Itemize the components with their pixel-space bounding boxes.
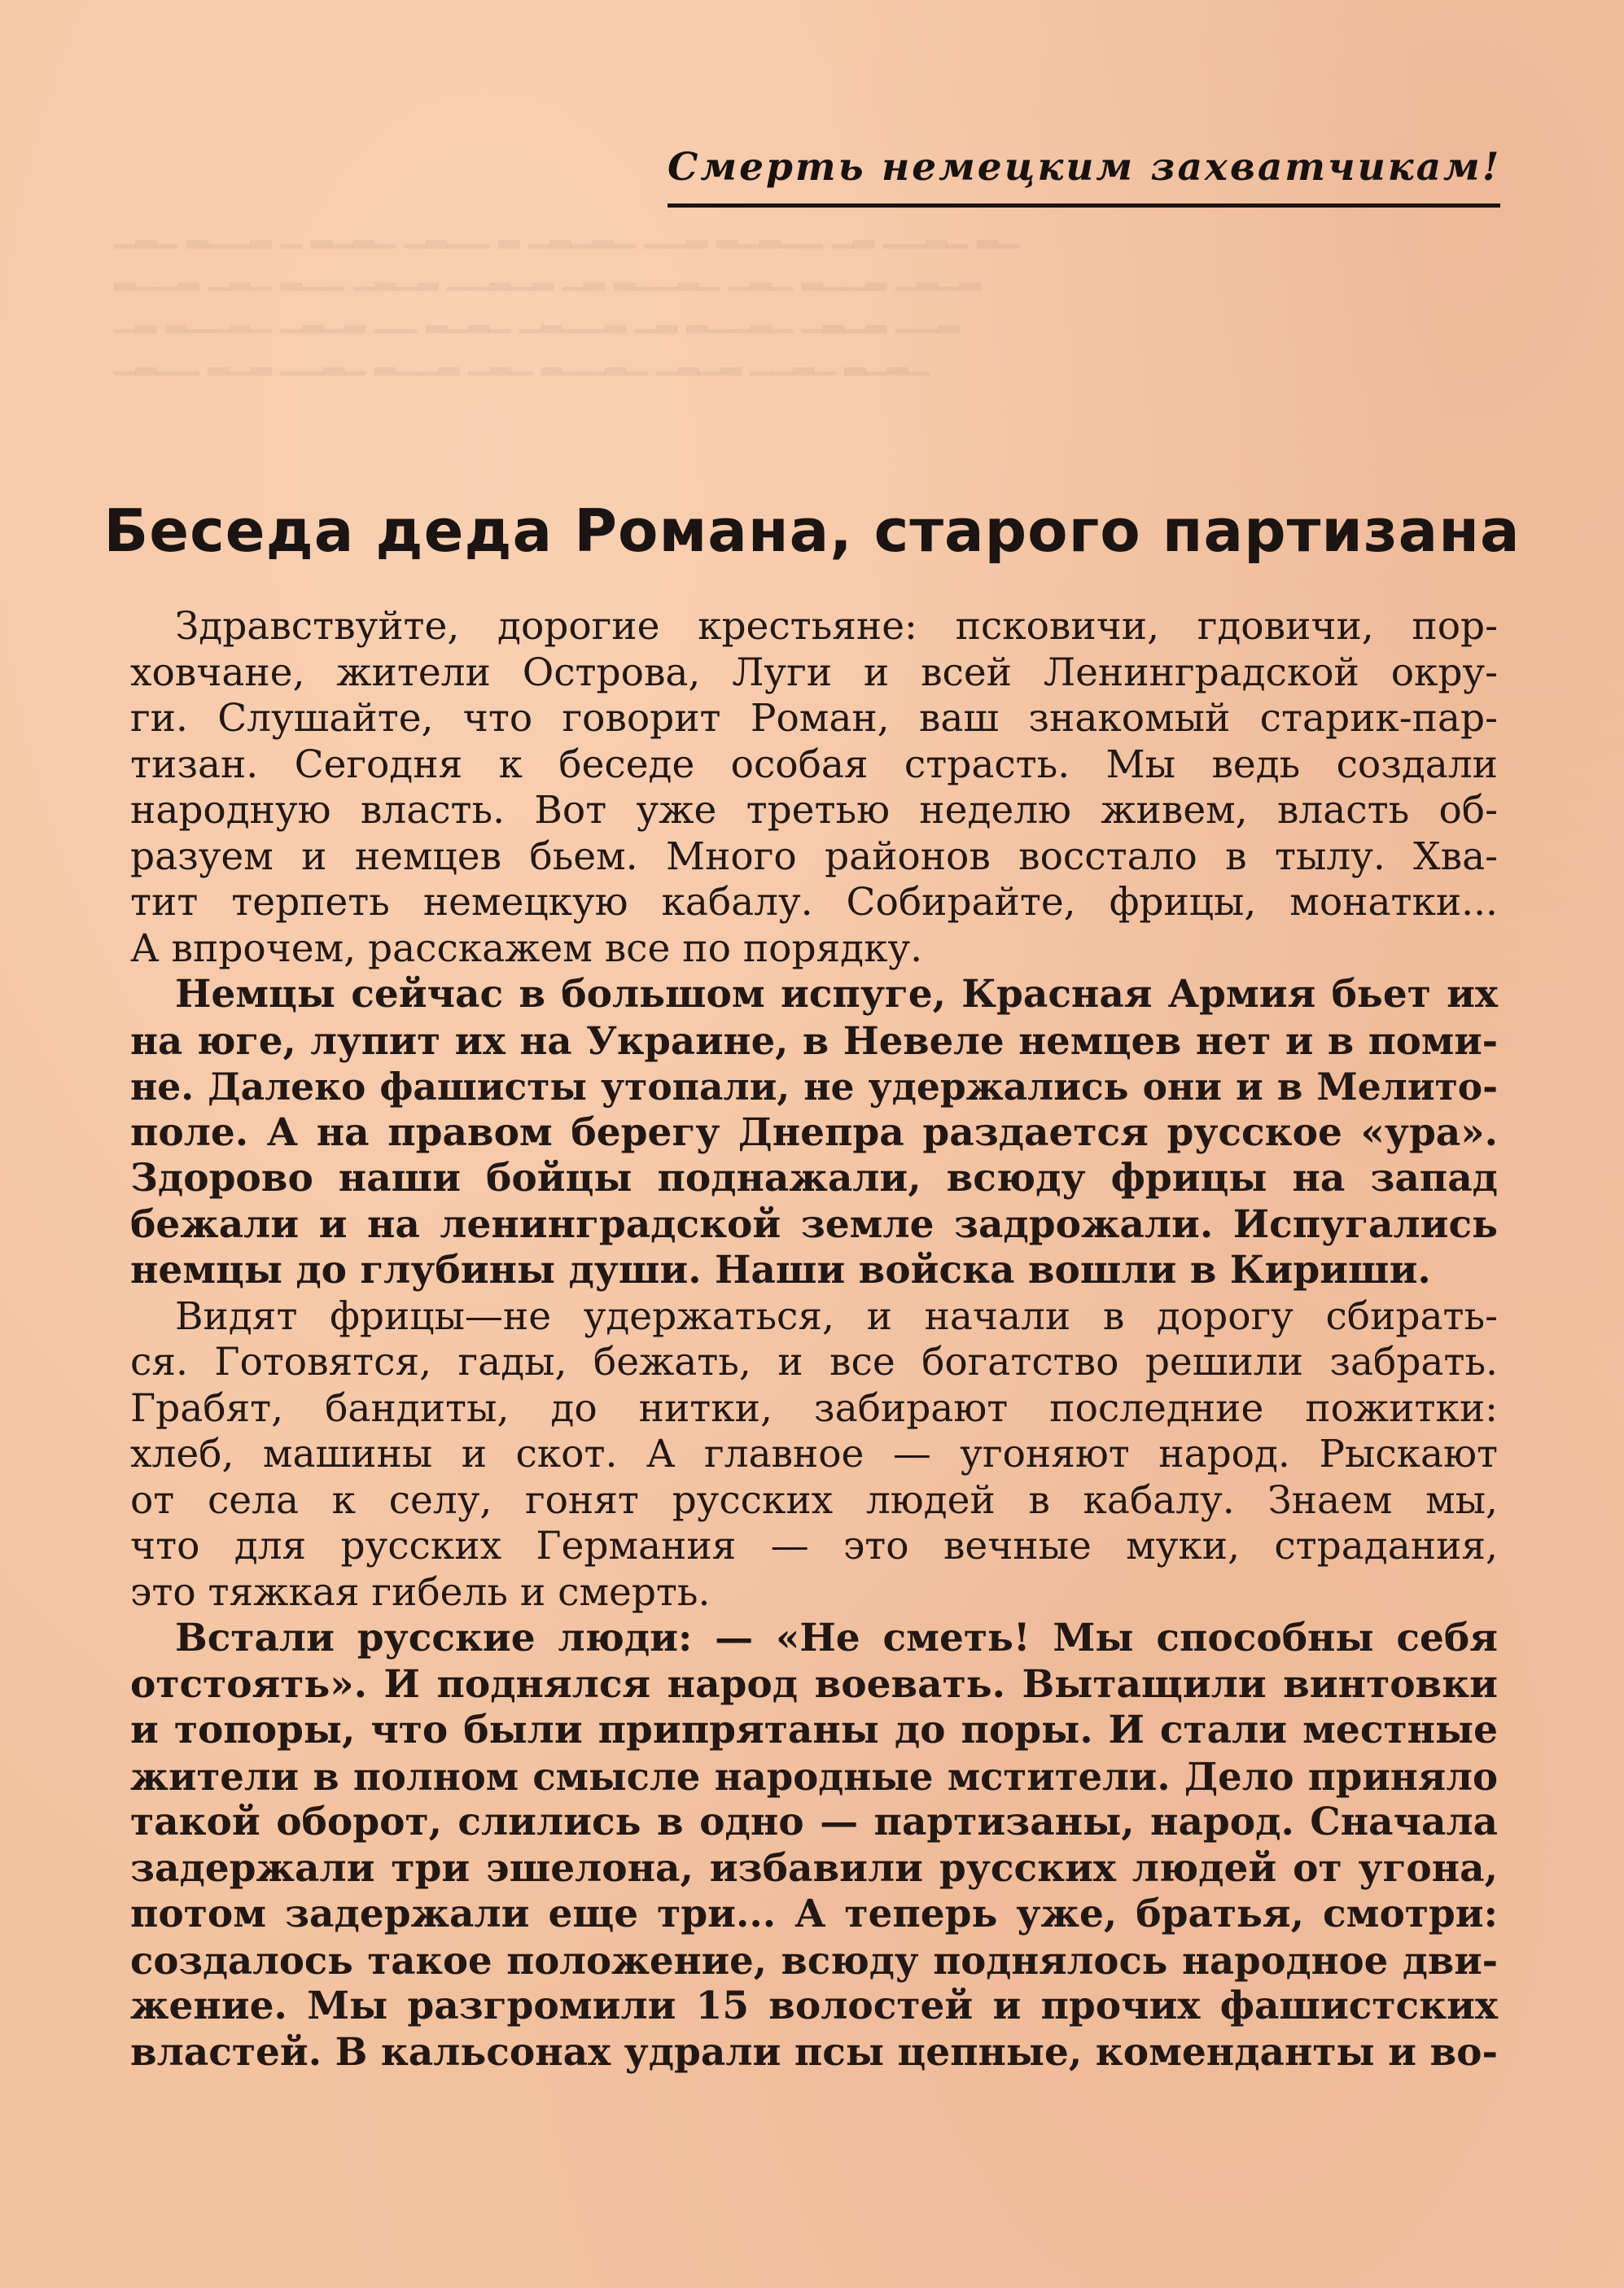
text-line: такой оборот, слились в одно — партизаны, народ. Сначала <box>130 1800 1498 1844</box>
paragraph-1 <box>130 604 1498 972</box>
slogan-header: Смерть немецким захватчикам! <box>668 145 1502 190</box>
text-line: хлеб, машины и скот. А главное — угоняют народ. Рыскают <box>130 1432 1498 1476</box>
text-line: бежали и на ленинградской земле задрожали. Испугались <box>130 1201 1498 1247</box>
text-line: Видят фрицы—не удержаться, и начали в дорогу сбирать- <box>175 1293 1498 1339</box>
bleed-through-texture: ▁▂▁ ▂▁▁▂ ▁ ▂▁▂▁ ▁▂▁▁ ▂ ▁▂▁▂▁ ▁▁▂ ▂▁▂▁▁ ▁▂ ▁▁▂▁ ▂▁ ▂▁▁▂ ▁▂▁ ▂▁▁ ▁▂▁▂ ▁▁▂▁▂ ▁▂ ▂▁▁▂▁ ▁▂▁ ▂▁▁▂ ▁▂▁▂ ▁▂ ▂▁▁▂▁ ▁▂▁▂ ▁▁ ▂▁▂▁ ▁▂▁▁▂ ▁▂ ▂▁▁▂▁ ▁▂▁▂ ▁▁▂ ▁▂▁▁ ▂▁▂ ▁▁▂▁ ▂▁▁▂ ▁▂▁ ▂▁▁▂▁ ▁▂▁▂ ▁▁▂▁ ▂▁▂▁ <box>114 217 1020 376</box>
text-line: жители в полном смысле народные мстители. Дело приняло <box>130 1753 1498 1799</box>
text-line: ги. Слушайте, что говорит Роман, ваш знакомый старик-пар- <box>130 696 1498 741</box>
text-line: Грабят, бандиты, до нитки, забирают последние пожитки: <box>130 1385 1498 1431</box>
text-line: тит терпеть немецкую кабалу. Собирайте, фрицы, монатки... <box>130 880 1498 925</box>
text-line: не. Далеко фашисты утопали, не удержались они и в Мелито- <box>130 1065 1498 1109</box>
paragraph-3 <box>130 1294 1498 1616</box>
article-body <box>130 604 1498 2076</box>
text-line: поле. А на правом берегу Днепра раздается русское «ура». <box>130 1109 1498 1155</box>
text-line: и топоры, что были припрятаны до поры. И стали местные <box>130 1708 1498 1752</box>
text-line: жение. Мы разгромили 15 волостей и прочих фашистских <box>130 1984 1498 2028</box>
page-title: Беседа деда Романа, старого партизана <box>103 497 1521 565</box>
text-line: это тяжкая гибель и смерть. <box>130 1569 711 1615</box>
slogan-underline <box>668 203 1500 208</box>
text-line: ховчане, жители Острова, Луги и всей Ленинградской окру- <box>130 650 1498 695</box>
text-line: на юге, лупит их на Украине, в Невеле немцев нет и в поми- <box>130 1017 1498 1063</box>
text-line: Здорово наши бойцы поднажали, всюду фрицы на запад <box>130 1156 1498 1201</box>
text-line: отстоять». И поднялся народ воевать. Вытащили винтовки <box>130 1661 1498 1707</box>
text-line: разуем и немцев бьем. Много районов восстало в тылу. Хва- <box>130 833 1498 879</box>
text-line: от села к селу, гонят русских людей в кабалу. Знаем мы, <box>130 1477 1498 1523</box>
text-line: ся. Готовятся, гады, бежать, и все богатство решили забрать. <box>130 1340 1498 1385</box>
paragraph-2 <box>130 972 1498 1294</box>
text-line: тизан. Сегодня к беседе особая страсть. Мы ведь создали <box>130 742 1498 787</box>
text-line: потом задержали еще три... А теперь уже, братья, смотри: <box>130 1892 1498 1936</box>
text-line: задержали три эшелона, избавили русских людей от угона, <box>130 1845 1498 1891</box>
text-line: создалось такое положение, всюду поднялось народное дви- <box>130 1937 1498 1983</box>
text-line: Немцы сейчас в большом испуге, Красная Армия бьет их <box>175 972 1498 1017</box>
text-line: Здравствуйте, дорогие крестьяне: псковичи, гдовичи, пор- <box>175 604 1498 649</box>
text-line: властей. В кальсонах удрали псы цепные, коменданты и во- <box>130 2029 1498 2075</box>
text-line: А впрочем, расскажем все по порядку. <box>130 925 923 971</box>
text-line: народную власть. Вот уже третью неделю живем, власть об- <box>130 788 1498 833</box>
text-line: Встали русские люди: — «Не сметь! Мы способны себя <box>175 1616 1498 1660</box>
paragraph-4 <box>130 1616 1498 2076</box>
text-line: что для русских Германия — это вечные муки, страдания, <box>130 1524 1498 1568</box>
text-line: немцы до глубины души. Наши войска вошли в Кириши. <box>130 1248 1431 1293</box>
